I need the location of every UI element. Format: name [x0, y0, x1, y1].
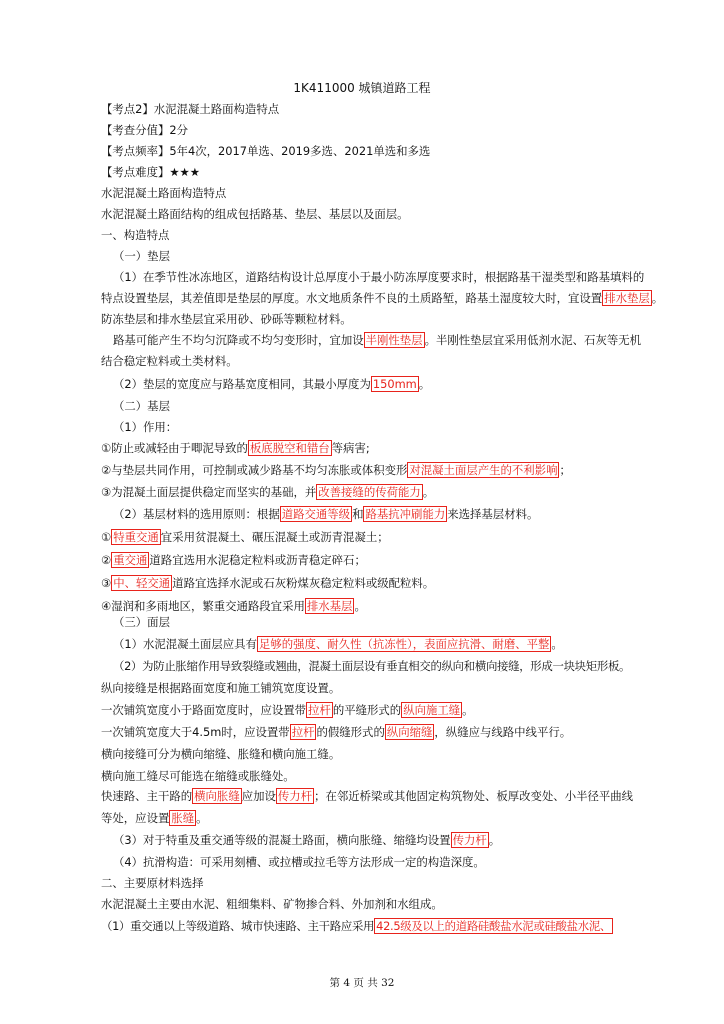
choice-3: [101, 575, 671, 591]
highlight-longitudinal-construction-joint: 纵向施工缝: [403, 703, 461, 717]
text-fragment: 。: [551, 637, 563, 651]
text-fragment: （2）基层材料的选用原则：根据: [113, 507, 280, 521]
text-fragment: ②: [101, 553, 112, 567]
highlight-adverse-effect: 对混凝土面层产生的不利影响: [409, 463, 558, 477]
highlight-transverse-expansion-joint: 横向胀缝: [194, 789, 240, 803]
highlight-void-faulting: 板底脱空和错台: [249, 441, 330, 455]
text-fragment: 宜采用贫混凝土、碾压混凝土或沥青混凝土；: [160, 530, 389, 544]
text-fragment: ③: [101, 576, 112, 590]
highlight-drainage-base: 排水基层: [306, 599, 353, 613]
paragraph-13: [113, 832, 683, 848]
text-fragment: 道路宜选择水泥或石灰粉煤灰稳定粒料或级配粒料。: [172, 576, 435, 590]
section-2-heading: 二、主要原材料选择: [101, 876, 204, 890]
meta-score: 【考查分值】2分: [101, 123, 188, 137]
highlight-expansion-joint: 胀缝: [171, 811, 195, 825]
choice-2: [101, 552, 671, 568]
page-number-footer: 第 4 页 共 32: [329, 977, 395, 989]
paragraph-12b: [101, 810, 671, 826]
highlight-traffic-grade: 道路交通等级: [281, 507, 351, 521]
paragraph-1b: [101, 290, 671, 306]
highlight-tie-bar-2: 拉杆: [291, 725, 315, 739]
highlight-tie-bar: 拉杆: [308, 703, 331, 717]
text-fragment: （1）水泥混凝土面层应具有: [113, 637, 257, 651]
text-fragment: 。: [418, 377, 431, 391]
text-fragment: 特点设置垫层，其差值即是垫层的厚度。水文地质条件不良的土质路堑，路基土湿度较大时，宜设置: [101, 291, 603, 305]
text-fragment: 一次铺筑宽度大于4.5m时，应设置带: [101, 725, 290, 739]
meta-frequency: 【考点频率】5年4次，2017单选、2019多选、2021单选和多选: [101, 144, 431, 158]
highlight-dowel-bar-2: 传力杆: [452, 833, 487, 847]
text-fragment: 快速路、主干路的: [101, 789, 193, 803]
highlight-longitudinal-contraction-joint: 纵向缩缝: [386, 725, 433, 739]
choice-4: [101, 598, 671, 614]
text-fragment: ②与垫层共同作用，可控制或减少路基不均匀冻胀或体积变形: [101, 463, 408, 477]
text-fragment: 的假缝形式的: [316, 725, 385, 739]
paragraph-10: 横向接缝可分为横向缩缝、胀缝和横向施工缝。: [101, 747, 341, 761]
text-fragment: 。: [422, 485, 435, 499]
text-fragment: ①: [101, 530, 112, 544]
text-fragment: 的平缝形式的: [332, 703, 402, 717]
paragraph-16: [101, 918, 671, 934]
text-fragment: ，纵缝应与线路中线平行。: [434, 725, 572, 739]
text-fragment: ；: [559, 463, 571, 477]
paragraph-11: 横向施工缝尽可能选在缩缝或胀缝处。: [101, 769, 295, 783]
text-fragment: ①防止或减轻由于唧泥导致的: [101, 441, 248, 455]
subsection-cushion: （一）垫层: [113, 249, 170, 263]
paragraph-14: （4）抗滑构造：可采用刻槽、或拉槽或拉毛等方法形成一定的构造深度。: [113, 855, 485, 869]
paragraph-3: [113, 376, 683, 392]
text-fragment: 。: [354, 599, 366, 613]
paragraph-8: [101, 702, 671, 718]
highlight-dowel-bar: 传力杆: [277, 789, 313, 803]
text-fragment: ④湿润和多雨地区，繁重交通路段宜采用: [101, 599, 305, 613]
bullet-1: [101, 440, 671, 456]
subsection-surface: （三）面层: [113, 615, 170, 629]
page-title: 1K411000 城镇道路工程: [293, 81, 431, 95]
meta-difficulty: 【考点难度】★★★: [101, 165, 200, 179]
text-fragment: 一次铺筑宽度小于路面宽度时，应设置带: [101, 703, 307, 717]
highlight-extra-heavy-traffic: 特重交通: [113, 530, 159, 544]
paragraph-2b: 结合稳定粒料或土类材料。: [101, 354, 238, 368]
highlight-semi-rigid: 半刚性垫层: [365, 333, 423, 347]
subsection-base: （二）基层: [113, 399, 170, 413]
paragraph-7b: 纵向接缝是根据路面宽度和施工铺筑宽度设置。: [101, 681, 341, 695]
highlight-cement-grade: 42.5级及以上的道路硅酸盐水泥或硅酸盐水泥、: [376, 919, 612, 933]
bullet-2: [101, 462, 671, 478]
paragraph-7a: （2）为防止胀缩作用导致裂缝或翘曲，混凝土面层设有垂直相交的纵向和横向接缝，形成一块块矩形板。: [113, 659, 631, 673]
highlight-load-transfer: 改善接缝的传荷能力: [318, 485, 421, 499]
paragraph-12a: [101, 788, 671, 804]
highlight-erosion-resistance: 路基抗冲刷能力: [365, 507, 446, 521]
highlight-heavy-traffic: 重交通: [113, 553, 148, 567]
highlight-medium-light-traffic: 中、轻交通: [113, 576, 171, 590]
bullet-3: [101, 484, 671, 500]
text-fragment: （3）对于特重及重交通等级的混凝土路面，横向胀缝、缩缝均设置: [113, 833, 451, 847]
text-fragment: 。半刚性垫层宜采用低剂水泥、石灰等无机: [424, 333, 642, 347]
paragraph-1c: 防冻垫层和排水垫层宜采用砂、砂砾等颗粒材料。: [101, 312, 352, 326]
meta-point: 【考点2】水泥混凝土路面构造特点: [101, 102, 280, 116]
text-fragment: 。: [651, 291, 664, 305]
paragraph-6: [113, 636, 683, 652]
paragraph-2a: [113, 332, 683, 348]
text-fragment: 路基可能产生不均匀沉降或不均匀变形时，宜加设: [113, 333, 364, 347]
text-fragment: 。: [196, 811, 208, 825]
text-fragment: ③为混凝土面层提供稳定而坚实的基础，并: [101, 485, 317, 499]
text-fragment: （1）重交通以上等级道路、城市快速路、主干路应采用: [101, 919, 375, 933]
section-1-heading: 一、构造特点: [101, 228, 170, 242]
text-fragment: 。: [488, 833, 501, 847]
text-fragment: 等处，应设置: [101, 811, 170, 825]
paragraph-9: [101, 724, 671, 740]
choice-1: [101, 529, 671, 545]
paragraph-5: [113, 506, 683, 522]
text-fragment: ；在邻近桥梁或其他固定构筑物处、板厚改变处、小半径平曲线: [314, 789, 634, 803]
text-fragment: （2）垫层的宽度应与路基宽度相同，其最小厚度为: [113, 377, 371, 391]
text-fragment: 。: [462, 703, 474, 717]
paragraph-1a: （1）在季节性冰冻地区，道路结构设计总厚度小于最小防冻厚度要求时，根据路基干湿类型和路基填料的: [113, 270, 645, 284]
paragraph-15: 水泥混凝土主要由水泥、粗细集料、矿物掺合料、外加剂和水组成。: [101, 897, 443, 911]
text-fragment: 道路宜选用水泥稳定粒料或沥青稳定碎石；: [149, 553, 366, 567]
text-fragment: 来选择基层材料。: [447, 507, 539, 521]
intro-text: 水泥混凝土路面结构的组成包括路基、垫层、基层以及面层。: [101, 207, 409, 221]
paragraph-4: （1）作用：: [113, 420, 178, 434]
text-fragment: 和: [352, 507, 364, 521]
text-fragment: 应加设: [241, 789, 276, 803]
section-heading: 水泥混凝土路面构造特点: [101, 186, 227, 200]
highlight-surface-requirements: 足够的强度、耐久性（抗冻性），表面应抗滑、耐磨、平整: [258, 637, 550, 651]
highlight-drainage-cushion: 排水垫层: [604, 291, 650, 305]
text-fragment: 等病害;: [331, 441, 370, 455]
highlight-150mm: 150mm: [372, 377, 417, 391]
